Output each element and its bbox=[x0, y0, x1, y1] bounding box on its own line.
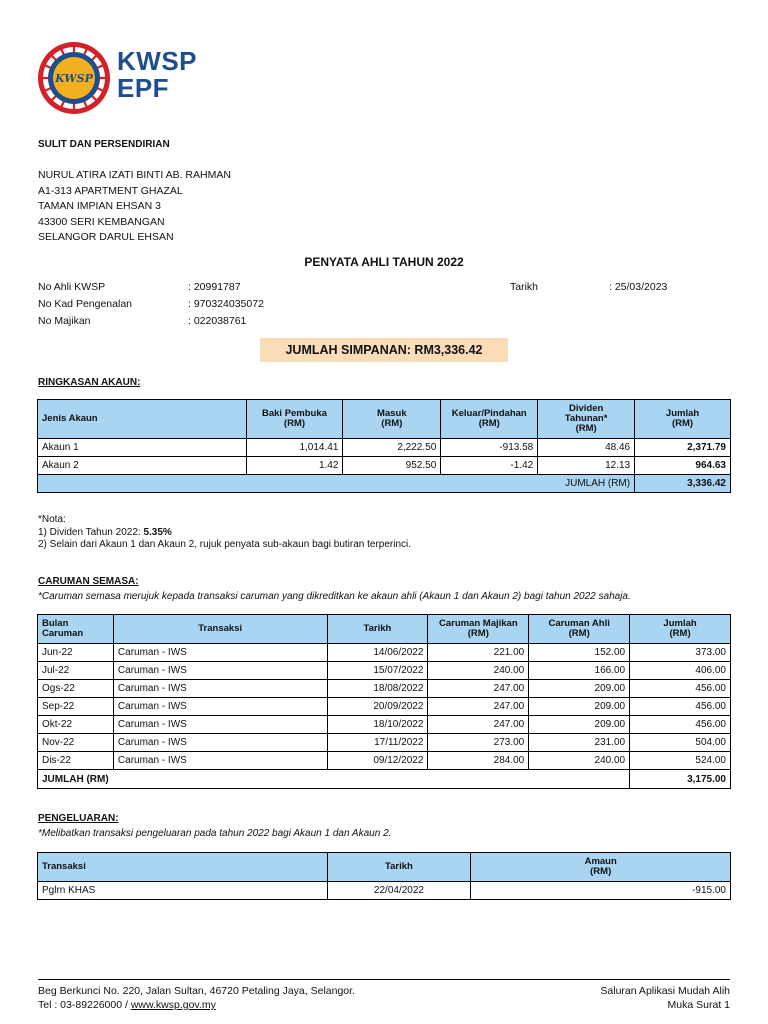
tarikh-value: : 25/03/2023 bbox=[609, 281, 668, 293]
address-line: SELANGOR DARUL EHSAN bbox=[38, 231, 174, 243]
table-cell: 22/04/2022 bbox=[327, 882, 471, 900]
pengeluaran-note: *Melibatkan transaksi pengeluaran pada tahun 2022 bagi Akaun 1 dan Akaun 2. bbox=[38, 828, 392, 839]
table-cell: 209.00 bbox=[529, 680, 630, 698]
no-ahli-label: No Ahli KWSP bbox=[38, 281, 106, 293]
table-cell: 48.46 bbox=[538, 439, 635, 457]
table-cell: Caruman - IWS bbox=[113, 644, 327, 662]
caruman-title: CARUMAN SEMASA: bbox=[38, 576, 139, 587]
brand-kwsp: KWSP bbox=[117, 46, 197, 76]
table-cell: 1,014.41 bbox=[246, 439, 343, 457]
column-header: Caruman Ahli (RM) bbox=[529, 615, 630, 644]
table-cell: 1.42 bbox=[246, 457, 343, 475]
table-cell: Pglrn KHAS bbox=[38, 882, 328, 900]
column-header: Dividen Tahunan* (RM) bbox=[538, 400, 635, 439]
svg-text:KWSP: KWSP bbox=[55, 72, 93, 85]
table-cell: 221.00 bbox=[428, 644, 529, 662]
address-line: TAMAN IMPIAN EHSAN 3 bbox=[38, 200, 161, 212]
table-cell: 524.00 bbox=[630, 752, 731, 770]
caruman-note: *Caruman semasa merujuk kepada transaksi caruman yang dikreditkan ke akaun ahli (Akaun 1 dan Akaun 2) bagi tahun 2022 sahaja. bbox=[38, 591, 631, 602]
column-header: Jumlah (RM) bbox=[630, 615, 731, 644]
table-row bbox=[38, 734, 731, 752]
kwsp-seal-icon bbox=[37, 38, 113, 118]
table-cell: 209.00 bbox=[529, 698, 630, 716]
table-row bbox=[38, 439, 731, 457]
table-row bbox=[38, 662, 731, 680]
nota-dividend-rate: 5.35% bbox=[143, 526, 172, 538]
brand-epf: EPF bbox=[117, 73, 170, 103]
column-header: Tarikh bbox=[327, 615, 428, 644]
page-number: Muka Surat 1 bbox=[667, 999, 730, 1011]
table-cell: Caruman - IWS bbox=[113, 698, 327, 716]
total-value: 3,175.00 bbox=[630, 770, 731, 789]
member-address bbox=[38, 168, 231, 246]
pengeluaran-title: PENGELUARAN: bbox=[38, 813, 119, 824]
table-cell: Caruman - IWS bbox=[113, 734, 327, 752]
contribution-table bbox=[37, 614, 731, 789]
account-summary-table bbox=[37, 399, 731, 493]
column-header: Jenis Akaun bbox=[38, 400, 247, 439]
table-cell: 504.00 bbox=[630, 734, 731, 752]
table-cell: Nov-22 bbox=[38, 734, 114, 752]
tarikh-label: Tarikh bbox=[510, 281, 539, 293]
table-cell: 247.00 bbox=[428, 716, 529, 734]
table-total-row bbox=[38, 770, 731, 789]
table-cell: 284.00 bbox=[428, 752, 529, 770]
address-line: 43300 SERI KEMBANGAN bbox=[38, 215, 165, 228]
column-header: Jumlah (RM) bbox=[635, 400, 731, 439]
table-cell: Akaun 2 bbox=[38, 457, 247, 475]
confidential-label: SULIT DAN PERSENDIRIAN bbox=[38, 139, 170, 150]
table-cell: Sep-22 bbox=[38, 698, 114, 716]
table-cell: 20/09/2022 bbox=[327, 698, 428, 716]
table-cell: Caruman - IWS bbox=[113, 716, 327, 734]
ringkasan-title: RINGKASAN AKAUN: bbox=[38, 377, 141, 388]
no-kad-value: : 970324035072 bbox=[188, 298, 264, 310]
table-cell: 18/10/2022 bbox=[327, 716, 428, 734]
table-cell: 209.00 bbox=[529, 716, 630, 734]
no-kad-label: No Kad Pengenalan bbox=[38, 298, 132, 310]
table-row bbox=[38, 680, 731, 698]
footer-contact bbox=[38, 984, 355, 1012]
table-row bbox=[38, 698, 731, 716]
table-row bbox=[38, 882, 731, 900]
table-row bbox=[38, 644, 731, 662]
table-cell: 952.50 bbox=[343, 457, 441, 475]
table-cell: Caruman - IWS bbox=[113, 680, 327, 698]
no-majikan-value: : 022038761 bbox=[188, 315, 247, 327]
notes bbox=[38, 514, 411, 552]
column-header: Masuk (RM) bbox=[343, 400, 441, 439]
table-row bbox=[38, 457, 731, 475]
table-cell: 14/06/2022 bbox=[327, 644, 428, 662]
table-header-row bbox=[38, 400, 731, 439]
address-line: A1-313 APARTMENT GHAZAL bbox=[38, 184, 183, 197]
total-value: 3,336.42 bbox=[635, 475, 731, 493]
column-header: Keluar/Pindahan (RM) bbox=[441, 400, 538, 439]
table-cell: 17/11/2022 bbox=[327, 734, 428, 752]
footer-divider bbox=[38, 979, 730, 980]
column-header: Transaksi bbox=[113, 615, 327, 644]
footer-address: Beg Berkunci No. 220, Jalan Sultan, 46720 Petaling Jaya, Selangor. bbox=[38, 985, 355, 997]
column-header: Baki Pembuka (RM) bbox=[246, 400, 343, 439]
table-cell: 09/12/2022 bbox=[327, 752, 428, 770]
table-cell: 406.00 bbox=[630, 662, 731, 680]
total-savings-banner: JUMLAH SIMPANAN: RM3,336.42 bbox=[260, 338, 508, 362]
table-cell: 166.00 bbox=[529, 662, 630, 680]
table-cell: 12.13 bbox=[538, 457, 635, 475]
table-cell: 273.00 bbox=[428, 734, 529, 752]
table-cell: 456.00 bbox=[630, 680, 731, 698]
table-row bbox=[38, 716, 731, 734]
total-label: JUMLAH (RM) bbox=[38, 770, 630, 789]
column-header: Amaun (RM) bbox=[471, 853, 731, 882]
column-header: Tarikh bbox=[327, 853, 471, 882]
table-cell: 964.63 bbox=[635, 457, 731, 475]
table-cell: 373.00 bbox=[630, 644, 731, 662]
statement-title: PENYATA AHLI TAHUN 2022 bbox=[304, 255, 464, 269]
kwsp-logo bbox=[37, 38, 197, 118]
table-row bbox=[38, 752, 731, 770]
total-label: JUMLAH (RM) bbox=[38, 475, 635, 493]
no-ahli-value: : 20991787 bbox=[188, 281, 241, 293]
table-cell: 247.00 bbox=[428, 698, 529, 716]
table-cell: 18/08/2022 bbox=[327, 680, 428, 698]
table-cell: Caruman - IWS bbox=[113, 752, 327, 770]
table-cell: 456.00 bbox=[630, 698, 731, 716]
table-cell: Akaun 1 bbox=[38, 439, 247, 457]
table-cell: Jun-22 bbox=[38, 644, 114, 662]
withdrawal-table bbox=[37, 852, 731, 900]
website-link[interactable]: www.kwsp.gov.my bbox=[130, 999, 216, 1011]
table-cell: Caruman - IWS bbox=[113, 662, 327, 680]
table-header-row bbox=[38, 615, 731, 644]
column-header: Transaksi bbox=[38, 853, 328, 882]
table-header-row bbox=[38, 853, 731, 882]
table-cell: 2,371.79 bbox=[635, 439, 731, 457]
table-cell: Dis-22 bbox=[38, 752, 114, 770]
table-cell: 15/07/2022 bbox=[327, 662, 428, 680]
table-cell: Ogs-22 bbox=[38, 680, 114, 698]
column-header: Bulan Caruman bbox=[38, 615, 114, 644]
table-cell: -915.00 bbox=[471, 882, 731, 900]
column-header: Caruman Majikan (RM) bbox=[428, 615, 529, 644]
nota-title: *Nota: bbox=[38, 514, 66, 525]
footer-tel: Tel : 03-89226000 / bbox=[38, 999, 131, 1011]
table-cell: 247.00 bbox=[428, 680, 529, 698]
table-cell: -1.42 bbox=[441, 457, 538, 475]
table-cell: 152.00 bbox=[529, 644, 630, 662]
footer-channel: Saluran Aplikasi Mudah Alih bbox=[600, 985, 730, 997]
nota-dividend-label: 1) Dividen Tahun 2022: bbox=[38, 526, 144, 538]
table-cell: Jul-22 bbox=[38, 662, 114, 680]
no-majikan-label: No Majikan bbox=[38, 315, 91, 327]
table-cell: 240.00 bbox=[428, 662, 529, 680]
table-cell: 2,222.50 bbox=[343, 439, 441, 457]
table-cell: 231.00 bbox=[529, 734, 630, 752]
table-cell: -913.58 bbox=[441, 439, 538, 457]
nota-line-2: 2) Selain dari Akaun 1 dan Akaun 2, rujuk penyata sub-akaun bagi butiran terperinci. bbox=[38, 539, 412, 550]
table-cell: 240.00 bbox=[529, 752, 630, 770]
table-cell: Okt-22 bbox=[38, 716, 114, 734]
table-total-row bbox=[38, 475, 731, 493]
address-line: NURUL ATIRA IZATI BINTI AB. RAHMAN bbox=[38, 169, 231, 181]
footer-meta bbox=[600, 984, 730, 1012]
table-cell: 456.00 bbox=[630, 716, 731, 734]
